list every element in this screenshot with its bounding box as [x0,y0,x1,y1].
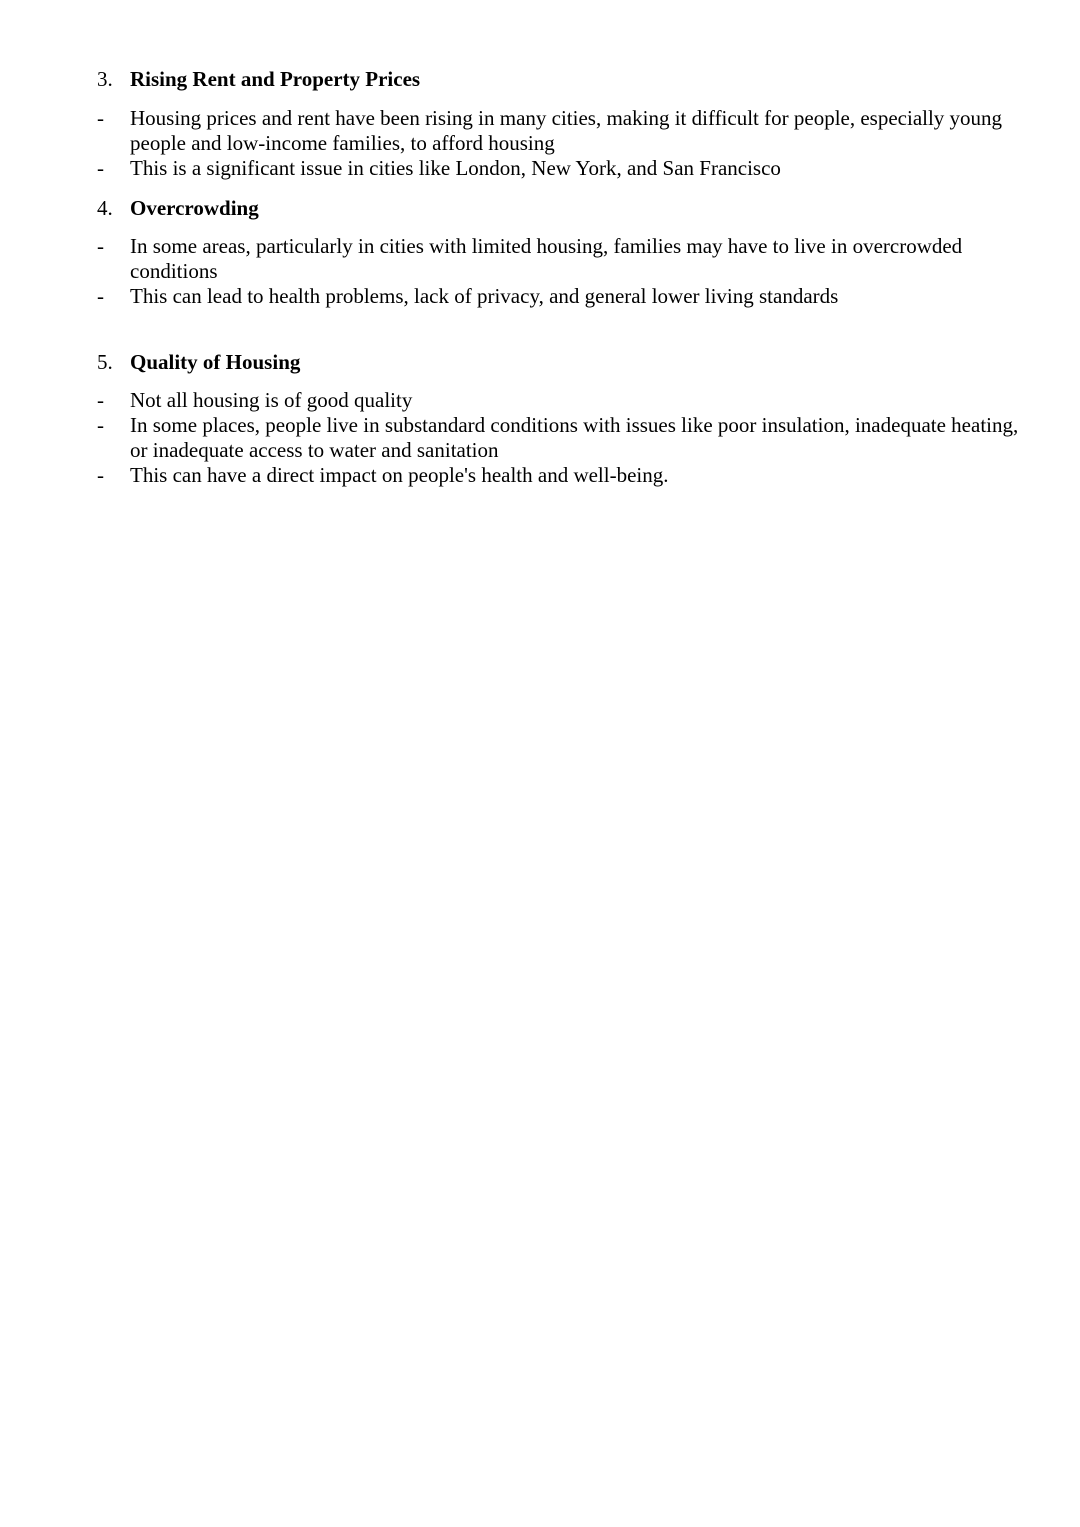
section-heading [97,349,1037,375]
bullet-marker: - [97,284,104,308]
bullet-item [97,234,1037,284]
bullet-text: This can have a direct impact on people's health and well-being. [130,463,669,487]
bullet-text: This can lead to health problems, lack of privacy, and general lower living standards [130,284,839,308]
section-quality-of-housing [97,349,1037,488]
bullet-marker: - [97,106,104,130]
section-title: Rising Rent and Property Prices [130,67,421,91]
bullet-list [97,234,1037,309]
bullet-item [97,413,1037,463]
section-number: 4. [97,196,113,220]
bullet-list [97,106,1037,181]
bullet-text: This is a significant issue in cities like London, New York, and San Francisco [130,156,781,180]
bullet-marker: - [97,463,104,487]
bullet-item [97,156,1037,181]
bullet-text: Not all housing is of good quality [130,388,413,412]
bullet-text: In some areas, particularly in cities with limited housing, families may have to live in overcrowded conditions [130,234,963,283]
bullet-text: In some places, people live in substandard conditions with issues like poor insulation, inadequate heating, or inadequate access to water and sanitation [130,413,1019,462]
bullet-item [97,106,1037,156]
bullet-item [97,463,1037,488]
bullet-marker: - [97,388,104,412]
section-rising-rent [97,66,1037,181]
section-number: 3. [97,67,113,91]
bullet-list [97,388,1037,488]
bullet-marker: - [97,413,104,437]
section-overcrowding [97,195,1037,309]
bullet-marker: - [97,234,104,258]
section-heading [97,195,1037,221]
section-heading [97,66,1037,92]
bullet-item [97,284,1037,309]
section-title: Overcrowding [130,196,259,220]
section-title: Quality of Housing [130,350,301,374]
bullet-marker: - [97,156,104,180]
bullet-item [97,388,1037,413]
bullet-text: Housing prices and rent have been rising in many cities, making it difficult for people, especially young people and low-income families, to afford housing [130,106,1003,155]
section-number: 5. [97,350,113,374]
